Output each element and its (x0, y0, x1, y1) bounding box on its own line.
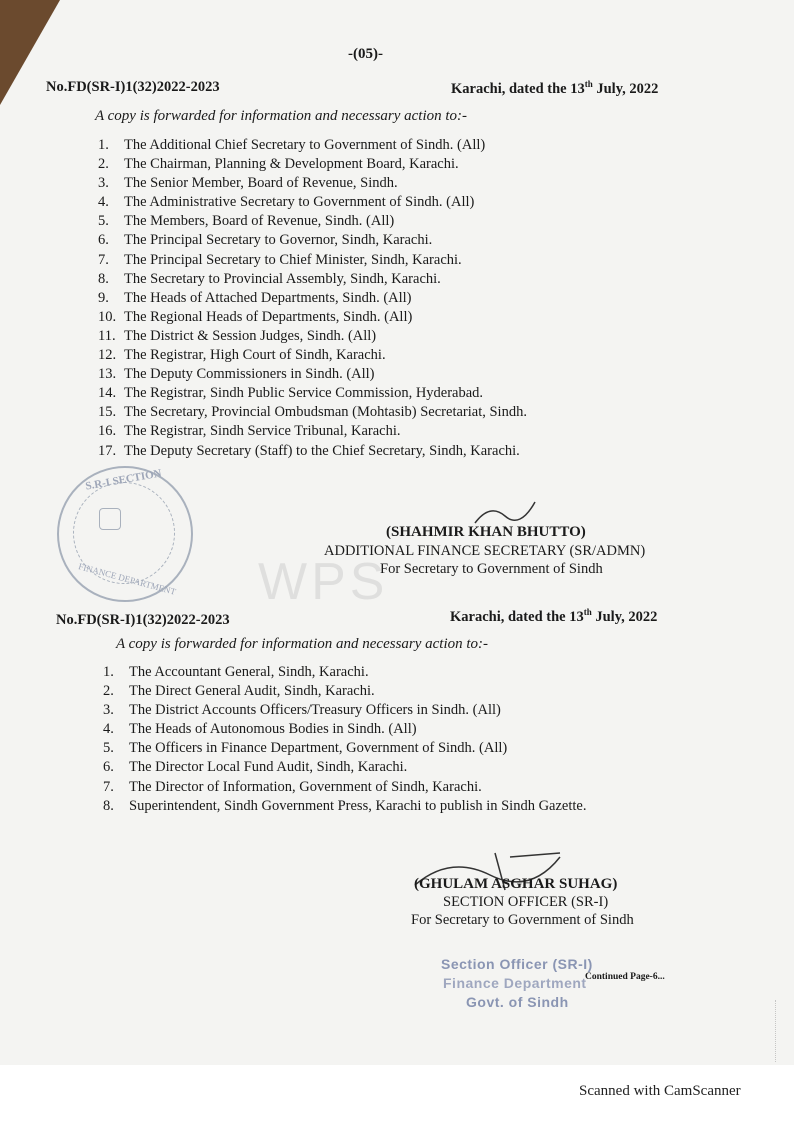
distribution-list-2-item: 3. The District Accounts Officers/Treasury Officers in Sindh. (All) (103, 702, 501, 719)
distribution-list-2-item: 4. The Heads of Autonomous Bodies in Sindh. (All) (103, 721, 417, 738)
document-date: Karachi, dated the 13th July, 2022 (451, 79, 659, 97)
distribution-list-1-item: 1. The Additional Chief Secretary to Government of Sindh. (All) (98, 137, 486, 153)
official-stamp-line-3: Govt. of Sindh (466, 994, 569, 1010)
document-date-2: Karachi, dated the 13th July, 2022 (450, 607, 658, 625)
distribution-list-1-item: 6. The Principal Secretary to Governor, Sindh, Karachi. (98, 232, 433, 249)
distribution-list-1-item: 12. The Registrar, High Court of Sindh, Karachi. (98, 347, 386, 364)
forwarding-note-2: A copy is forwarded for information and necessary action to:- (116, 636, 489, 652)
distribution-list-2-item: 5. The Officers in Finance Department, Government of Sindh. (All) (103, 740, 508, 757)
signatory-on-behalf-2: For Secretary to Government of Sindh (411, 912, 634, 928)
distribution-list-1-item: 13. The Deputy Commissioners in Sindh. (All) (98, 366, 375, 383)
signatory-on-behalf: For Secretary to Government of Sindh (380, 561, 603, 577)
forwarding-note: A copy is forwarded for information and necessary action to:- (95, 108, 468, 124)
reference-number-2: No.FD(SR-I)1(32)2022-2023 (56, 612, 230, 628)
distribution-list-1 (98, 136, 527, 461)
distribution-list-2-item: 8. Superintendent, Sindh Government Press, Karachi to publish in Sindh Gazette. (103, 797, 587, 814)
scanner-footer: Scanned with CamScanner (579, 1083, 741, 1099)
scan-edge-noise (751, 1000, 776, 1062)
signatory-name: (SHAHMIR KHAN BHUTTO) (386, 524, 586, 540)
continued-note: Continued Page-6... (585, 972, 665, 982)
distribution-list-2 (103, 663, 586, 816)
distribution-list-1-item: 7. The Principal Secretary to Chief Minister, Sindh, Karachi. (98, 251, 462, 268)
office-seal: S.R-I SECTION FINANCE DEPARTMENT (57, 466, 193, 602)
distribution-list-1-item: 16. The Registrar, Sindh Service Tribunal, Karachi. (98, 423, 401, 440)
distribution-list-1-item: 3. The Senior Member, Board of Revenue, Sindh. (98, 175, 398, 192)
distribution-list-1-item: 8. The Secretary to Provincial Assembly, Sindh, Karachi. (98, 270, 441, 287)
distribution-list-1-item: 14. The Registrar, Sindh Public Service Commission, Hyderabad. (98, 385, 484, 402)
distribution-list-2-item: 7. The Director of Information, Government of Sindh, Karachi. (103, 778, 482, 795)
distribution-list-1-item: 17. The Deputy Secretary (Staff) to the Chief Secretary, Sindh, Karachi. (98, 442, 520, 459)
distribution-list-1-item: 11. The District & Session Judges, Sindh. (All) (98, 327, 377, 344)
official-stamp-line-2: Finance Department (443, 975, 587, 991)
distribution-list-2-item: 6. The Director Local Fund Audit, Sindh, Karachi. (103, 759, 408, 776)
signatory-name-2: (GHULAM ASGHAR SUHAG) (414, 876, 618, 892)
signatory-title-2: SECTION OFFICER (SR-I) (443, 894, 609, 910)
distribution-list-1-item: 10. The Regional Heads of Departments, Sindh. (All) (98, 308, 413, 325)
signatory-title: ADDITIONAL FINANCE SECRETARY (SR/ADMN) (324, 543, 646, 559)
distribution-list-1-item: 2. The Chairman, Planning & Development Board, Karachi. (98, 156, 459, 173)
distribution-list-2-item: 2. The Direct General Audit, Sindh, Karachi. (103, 683, 375, 700)
distribution-list-1-item: 9. The Heads of Attached Departments, Sindh. (All) (98, 289, 412, 306)
reference-number: No.FD(SR-I)1(32)2022-2023 (46, 79, 220, 95)
wps-watermark: WPS (258, 553, 389, 611)
distribution-list-2-item: 1. The Accountant General, Sindh, Karachi. (103, 664, 369, 680)
distribution-list-1-item: 5. The Members, Board of Revenue, Sindh. (All) (98, 213, 395, 230)
distribution-list-1-item: 4. The Administrative Secretary to Government of Sindh. (All) (98, 194, 475, 211)
official-stamp-line-1: Section Officer (SR-I) (441, 956, 593, 972)
page-number: -(05)- (348, 46, 383, 62)
distribution-list-1-item: 15. The Secretary, Provincial Ombudsman (Mohtasib) Secretariat, Sindh. (98, 404, 527, 421)
